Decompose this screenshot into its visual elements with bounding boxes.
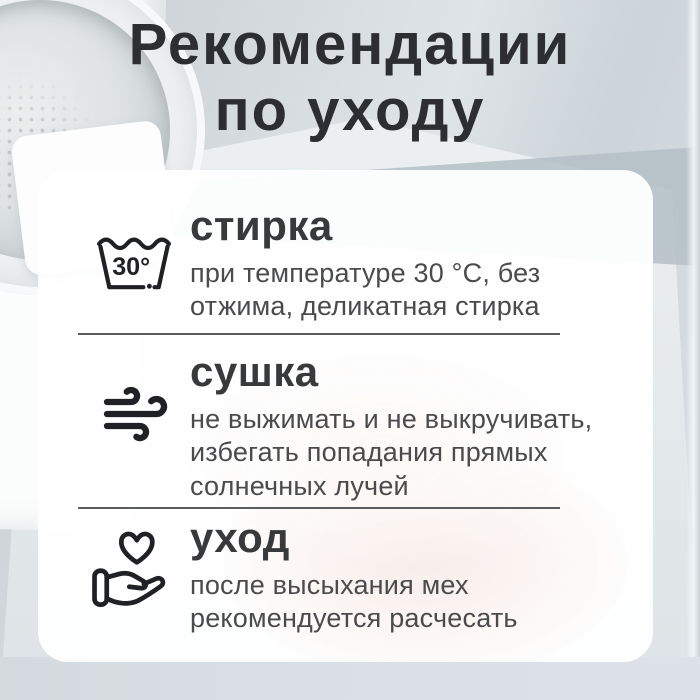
section-washing-heading: стирка <box>190 202 333 249</box>
page-title <box>0 12 700 144</box>
wind-icon <box>95 378 173 450</box>
care-card <box>38 170 653 662</box>
section-drying <box>78 350 607 503</box>
page-title-line2: по уходу <box>214 78 486 144</box>
page-title-line1: Рекомендации <box>128 12 572 77</box>
section-care-description: после высыхания мех рекомендуется расчесать <box>190 570 518 634</box>
section-drying-heading: сушка <box>190 348 319 395</box>
wash-30-icon <box>93 228 175 296</box>
section-care <box>78 516 607 636</box>
hand-heart-icon <box>86 520 182 614</box>
section-drying-description: не выжимать и не выкручивать, избегать попадания прямых солнечных лучей <box>190 404 593 501</box>
wash-temperature-label: 30° <box>112 253 151 282</box>
divider <box>78 333 560 335</box>
section-care-heading: уход <box>190 514 290 561</box>
background-floor <box>0 657 700 700</box>
section-washing-description: при температуре 30 °C, без отжима, деликатная стирка <box>190 258 541 322</box>
section-washing <box>78 204 607 324</box>
divider <box>78 507 560 509</box>
